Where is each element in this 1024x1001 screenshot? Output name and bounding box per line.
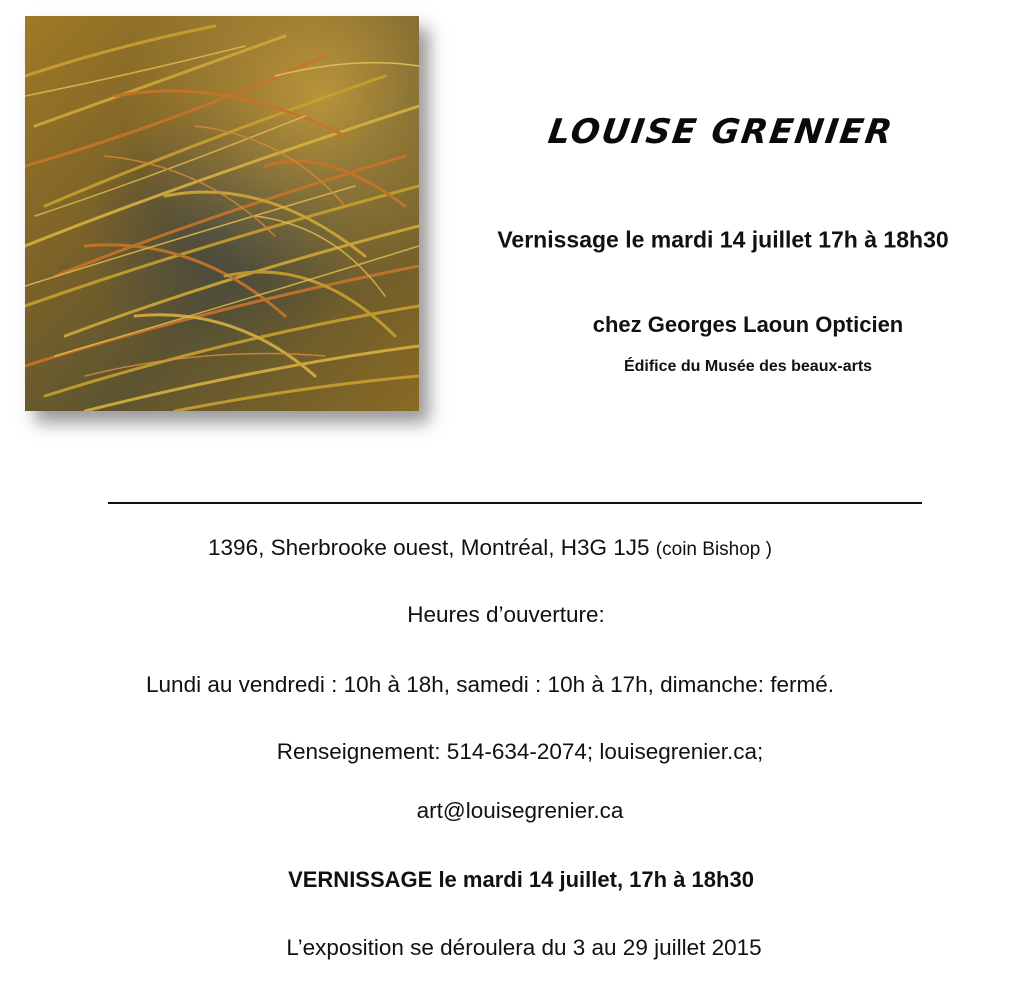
building-name: Édifice du Musée des beaux-arts xyxy=(623,358,873,375)
hours-label: Heures d’ouverture: xyxy=(407,601,605,627)
address-note: (coin Bishop ) xyxy=(655,538,772,560)
exhibition-dates: L’exposition se déroulera du 3 au 29 juillet 2015 xyxy=(286,934,762,960)
contact-info: Renseignement: 514-634-2074; louisegrenier.ca; xyxy=(276,738,764,764)
artwork-image xyxy=(25,16,419,411)
vernissage-caps-line: VERNISSAGE le mardi 14 juillet, 17h à 18h30 xyxy=(288,867,754,892)
vernissage-heading: Vernissage le mardi 14 juillet 17h à 18h30 xyxy=(497,226,949,253)
grass-painting-image xyxy=(25,16,419,411)
contact-email: art@louisegrenier.ca xyxy=(416,797,624,823)
address-line xyxy=(208,534,772,560)
divider-rule xyxy=(108,502,922,504)
artist-name-title: LOUISE GRENIER xyxy=(545,112,897,152)
address-text: 1396, Sherbrooke ouest, Montréal, H3G 1J5 xyxy=(208,534,650,560)
opening-hours: Lundi au vendredi : 10h à 18h, samedi : 10h à 17h, dimanche: fermé. xyxy=(146,671,834,697)
venue-name: chez Georges Laoun Opticien xyxy=(592,312,904,337)
